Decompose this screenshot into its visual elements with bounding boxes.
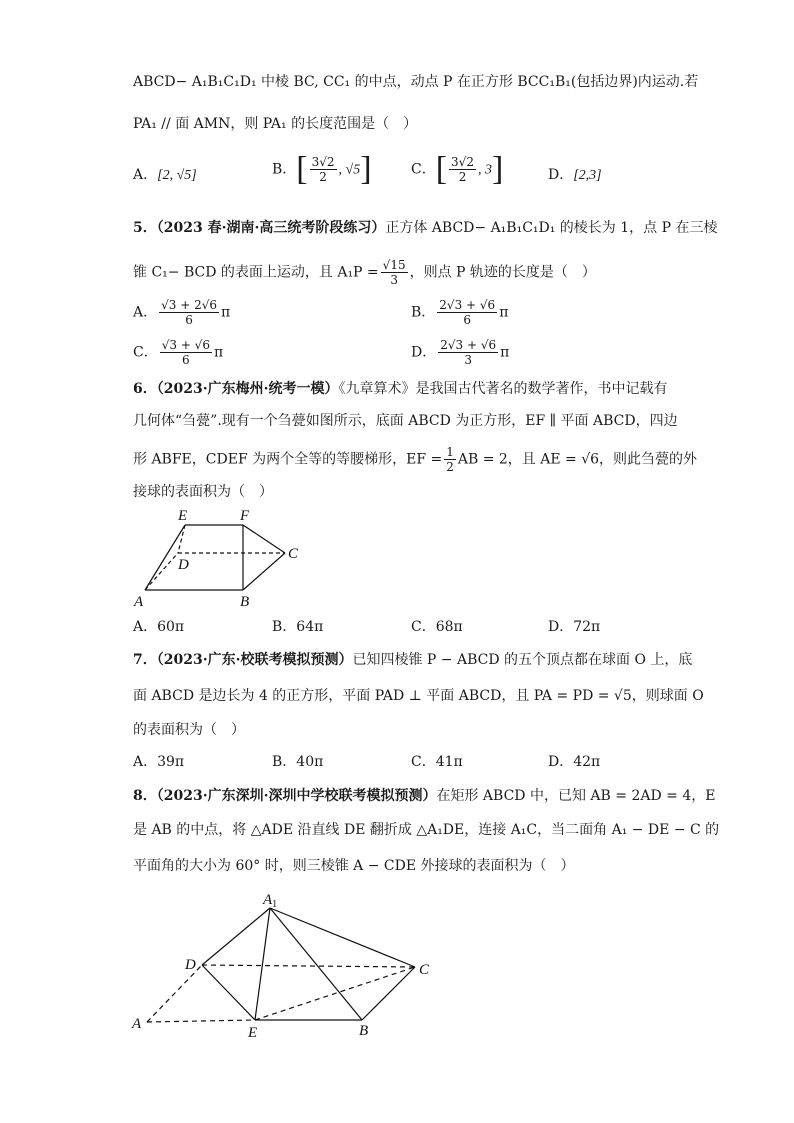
label-d: D — [185, 957, 196, 973]
q7-line3: 的表面积为（ ） — [133, 722, 245, 738]
edge-dc-dashed — [202, 965, 415, 967]
edge-ed-dashed — [178, 525, 185, 553]
q6-figure — [130, 505, 310, 610]
q4-option-a[interactable]: A．[2, √5] — [133, 167, 197, 183]
edge-a1e — [255, 908, 270, 1020]
label-c: C — [419, 962, 430, 978]
q6-line3: 形 ABFE，CDEF 为两个全等的等腰梯形，EF = $\frac{1}{2}$ AB = 2，且 AE = √6，则此刍甍的外 — [133, 445, 698, 474]
edge-ad-dashed — [147, 965, 202, 1022]
q4-line1: ABCD− A₁B₁C₁D₁ 中棱 BC, CC₁ 的中点，动点 P 在正方形 BCC₁B₁(包括边界)内运动.若 — [133, 74, 699, 90]
q6-line4: 接球的表面积为（ ） — [133, 484, 273, 500]
q8-line2: 是 AB 的中点，将 △ADE 沿直线 DE 翻折成 △A₁DE，连接 A₁C，当二面角 A₁ − DE − C 的 — [133, 822, 720, 838]
q5-option-c[interactable]: C． $\frac{√3 + √6}{6}$ π — [133, 338, 224, 367]
edge-ec-dashed — [255, 967, 415, 1020]
label-c: C — [288, 546, 299, 562]
q7-line2: 面 ABCD 是边长为 4 的正方形，平面 PAD ⊥ 平面 ABCD，且 PA = PD = √5，则球面 O — [133, 688, 704, 704]
edge-fc — [243, 525, 285, 553]
edge-ae-dashed — [147, 1020, 255, 1022]
q6-option-b[interactable]: B．64π — [272, 619, 324, 635]
label-b: B — [359, 1023, 369, 1039]
edge-a1b — [270, 908, 362, 1020]
q8-line1: 8．（2023·广东深圳·深圳中学校联考模拟预测）在矩形 ABCD 中，已知 AB = 2AD = 4，E — [133, 788, 716, 804]
label-e: E — [178, 508, 188, 524]
label-f: F — [240, 508, 250, 524]
edge-a1c — [270, 908, 415, 967]
q6-option-d[interactable]: D．72π — [548, 619, 601, 635]
label-a: A — [134, 594, 144, 610]
q5-line2: 锥 C₁− BCD 的表面上运动，且 A₁P = $\frac{√15}{3}$ ，则点 P 轨迹的长度是（ ） — [133, 258, 596, 287]
q7-line1: 7．（2023·广东·校联考模拟预测）已知四棱锥 P − ABCD 的五个顶点都在球面 O 上，底 — [133, 652, 693, 668]
q7-option-c[interactable]: C．41π — [411, 754, 463, 770]
q5-line1: 5．（2023 春·湖南·高三统考阶段练习）正方体 ABCD− A₁B₁C₁D₁ 的棱长为 1，点 P 在三棱 — [133, 220, 718, 236]
label-b: B — [240, 594, 250, 610]
q7-option-b[interactable]: B．40π — [272, 754, 324, 770]
q5-option-d[interactable]: D． $\frac{2√3 + √6}{3}$ π — [411, 338, 510, 367]
label-a: A — [132, 1016, 142, 1032]
q6-option-a[interactable]: A．60π — [133, 619, 185, 635]
q8-figure — [130, 890, 440, 1040]
label-e: E — [248, 1025, 258, 1040]
q6-line2: 几何体“刍甍”.现有一个刍甍如图所示，底面 ABCD 为正方形，EF ∥ 平面 ABCD，四边 — [133, 413, 678, 429]
label-d: D — [178, 557, 189, 573]
q7-option-d[interactable]: D．42π — [548, 754, 601, 770]
edge-bc — [243, 553, 285, 590]
q6-option-c[interactable]: C．68π — [411, 619, 463, 635]
q4-option-b[interactable]: B．[ $\frac{3√2}{2}$ , √5] — [272, 150, 372, 188]
q4-option-c[interactable]: C．[ $\frac{3√2}{2}$ , 3] — [411, 150, 504, 188]
q4-line2: PA₁ // 面 AMN，则 PA₁ 的长度范围是（ ） — [133, 116, 418, 132]
edge-de — [202, 965, 255, 1020]
q8-line3: 平面角的大小为 60° 时，则三棱锥 A − CDE 外接球的表面积为（ ） — [133, 858, 575, 874]
edge-a1d — [202, 908, 270, 965]
q4-option-d[interactable]: D．[2,3] — [548, 167, 602, 183]
q5-option-a[interactable]: A． $\frac{√3 + 2√6}{6}$ π — [133, 298, 231, 327]
q7-option-a[interactable]: A．39π — [133, 754, 185, 770]
edge-bc — [362, 967, 415, 1020]
label-a1: $A_1$ — [263, 892, 278, 910]
q5-option-b[interactable]: B． $\frac{2√3 + √6}{6}$ π — [411, 298, 509, 327]
edge-ad-dashed — [145, 553, 178, 590]
q6-line1: 6．（2023·广东梅州·统考一模）《九章算术》是我国古代著名的数学著作，书中记载有 — [133, 381, 668, 397]
